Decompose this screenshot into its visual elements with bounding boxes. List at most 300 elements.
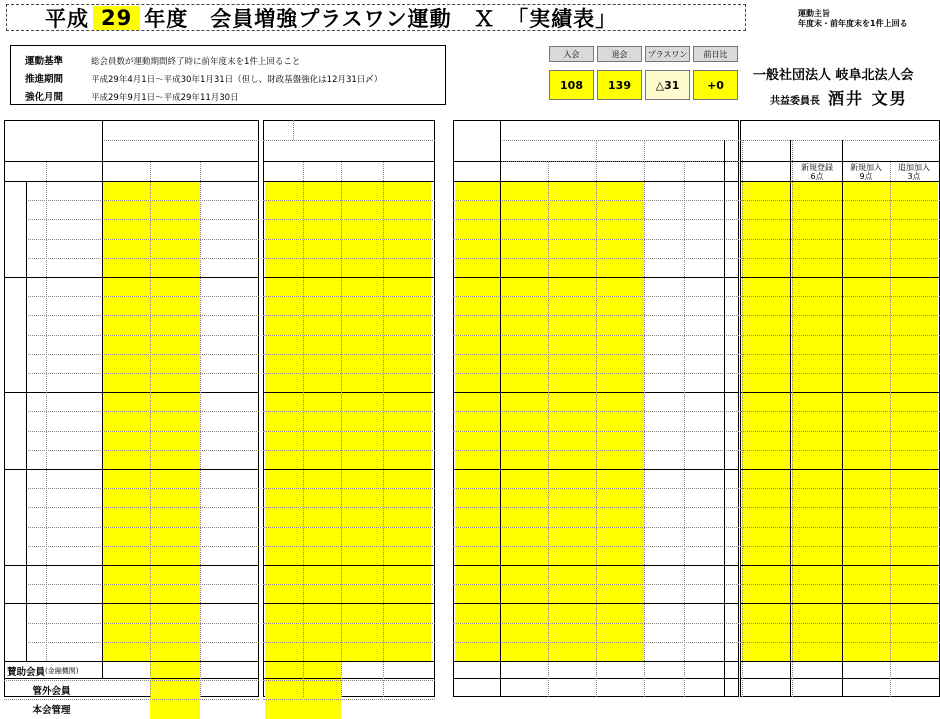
subheader-branch-name xyxy=(28,162,102,181)
row-14-corp xyxy=(102,450,150,469)
row-0-aj xyxy=(890,181,938,200)
row-8-ban xyxy=(792,335,842,354)
row-18-aj xyxy=(890,527,938,546)
row-0-leave xyxy=(303,181,341,200)
row-22-sum xyxy=(644,603,684,622)
row-6-sum xyxy=(644,296,684,315)
subheader-total xyxy=(150,162,200,181)
group-label-4 xyxy=(4,565,26,603)
row-18-supp xyxy=(596,527,644,546)
grid-line xyxy=(740,623,940,624)
row-3-ban xyxy=(792,239,842,258)
grid-line xyxy=(26,181,27,661)
row-15-ach xyxy=(684,469,724,488)
row-8-corp xyxy=(102,335,150,354)
row-5-nj xyxy=(842,277,890,296)
grid-line xyxy=(263,239,435,240)
row-5-rate xyxy=(200,277,250,296)
row-20-corp xyxy=(102,565,150,584)
row-1-rate xyxy=(200,200,250,219)
row-13-corp xyxy=(102,431,150,450)
row-15-mem xyxy=(341,469,383,488)
row-10-total xyxy=(150,373,200,392)
totals-ban xyxy=(792,678,842,697)
grid-line xyxy=(644,140,645,162)
row-24-plus xyxy=(383,642,431,661)
grid-line xyxy=(4,469,259,470)
grid-line xyxy=(740,678,940,679)
stat-plusone-value: △31 xyxy=(645,70,690,100)
row-4-rate xyxy=(200,258,250,277)
row-3-supp xyxy=(596,239,644,258)
row-10-name xyxy=(46,373,102,392)
note-line-2: 年度末・前年度末を1件上回る xyxy=(798,19,908,28)
grid-line xyxy=(740,335,940,336)
row-24-name xyxy=(46,642,102,661)
row-3-aj xyxy=(890,239,938,258)
row-23-code xyxy=(28,623,46,642)
row-5-ach xyxy=(684,277,724,296)
grid-line xyxy=(263,258,435,259)
row-18-ach xyxy=(684,527,724,546)
row-14-mem xyxy=(341,450,383,469)
row-12-nj xyxy=(842,411,890,430)
row-20-aj xyxy=(890,565,938,584)
row-16-code xyxy=(28,488,46,507)
row-11-code xyxy=(28,392,46,411)
row-17-sum xyxy=(644,507,684,526)
row-9-ban xyxy=(792,354,842,373)
row-14-sum xyxy=(644,450,684,469)
row-7-ban xyxy=(792,315,842,334)
row-3-rate xyxy=(200,239,250,258)
row-13-plus xyxy=(383,431,431,450)
row-19-sum xyxy=(644,546,684,565)
row-14-leave xyxy=(303,450,341,469)
grid-line xyxy=(263,661,435,662)
row-23-total xyxy=(150,623,200,642)
row-16-join xyxy=(265,488,303,507)
row-2-dept xyxy=(742,219,790,238)
row-3-mem xyxy=(341,239,383,258)
grid-line xyxy=(26,200,259,201)
new_join-points: 9点 xyxy=(859,171,873,181)
row-12-join xyxy=(265,411,303,430)
row-5-mem xyxy=(341,277,383,296)
row-3-code xyxy=(28,239,46,258)
row-13-ban xyxy=(792,431,842,450)
row-8-leave xyxy=(303,335,341,354)
row-7-nj xyxy=(842,315,890,334)
row-0-mem xyxy=(341,181,383,200)
row-12-code xyxy=(28,411,46,430)
row-13-code xyxy=(28,431,46,450)
extra-label: 賛助会員 xyxy=(7,666,46,678)
row-21-dept xyxy=(742,584,790,603)
grid-line xyxy=(740,258,940,259)
row-20-ban xyxy=(792,565,842,584)
extra-row-2-leave xyxy=(303,699,341,718)
header-actual-note xyxy=(293,120,433,140)
row-20-mem xyxy=(341,565,383,584)
row-21-self xyxy=(500,584,548,603)
grid-line xyxy=(890,162,891,697)
new_reg-points: 6点 xyxy=(810,171,824,181)
row-9-sum xyxy=(644,354,684,373)
grid-line xyxy=(26,296,259,297)
row-15-join xyxy=(265,469,303,488)
row-23-name xyxy=(46,623,102,642)
row-24-code xyxy=(28,642,46,661)
header-actual xyxy=(263,120,293,140)
row-15-sum xyxy=(644,469,684,488)
header-base-date xyxy=(102,140,259,161)
info-month-label: 強化月間 xyxy=(25,92,64,103)
row-24-total xyxy=(150,642,200,661)
row-23-self xyxy=(500,623,548,642)
row-22-rate xyxy=(200,603,250,622)
row-17-self xyxy=(500,507,548,526)
grid-line xyxy=(740,661,940,662)
row-21-corp xyxy=(102,584,150,603)
grid-line xyxy=(263,584,435,585)
row-23-other xyxy=(548,623,596,642)
grid-line xyxy=(740,161,940,162)
row-12-other xyxy=(548,411,596,430)
row-13-sum xyxy=(644,431,684,450)
row-16-ach xyxy=(684,488,724,507)
row-12-ban xyxy=(792,411,842,430)
row-18-dept xyxy=(742,527,790,546)
row-2-plus xyxy=(383,219,431,238)
row-8-code xyxy=(28,335,46,354)
row-22-ach xyxy=(684,603,724,622)
subheader-new_join xyxy=(842,162,890,181)
row-17-ach xyxy=(684,507,724,526)
row-11-nj xyxy=(842,392,890,411)
row-6-join xyxy=(265,296,303,315)
header-branch xyxy=(4,120,102,162)
grid-line xyxy=(26,239,259,240)
row-9-plus xyxy=(383,354,431,373)
row-14-supp xyxy=(596,450,644,469)
row-21-join xyxy=(265,584,303,603)
header-dept xyxy=(742,140,790,161)
row-14-join xyxy=(265,450,303,469)
row-18-total xyxy=(150,527,200,546)
row-19-ban xyxy=(792,546,842,565)
row-24-aj xyxy=(890,642,938,661)
row-19-rate xyxy=(200,546,250,565)
row-19-plus xyxy=(383,546,431,565)
row-11-aj xyxy=(890,392,938,411)
row-2-rate xyxy=(200,219,250,238)
grid-line xyxy=(500,161,739,162)
row-0-name xyxy=(46,181,102,200)
subheader-other xyxy=(548,162,596,181)
row-4-corp xyxy=(102,258,150,277)
grid-line xyxy=(596,162,597,697)
row-1-supp xyxy=(596,200,644,219)
row-21-sum xyxy=(644,584,684,603)
info-month-text: 平成29年9月1日～平成29年11月30日 xyxy=(91,93,239,103)
row-20-join xyxy=(265,565,303,584)
row-18-mem xyxy=(341,527,383,546)
header-banner xyxy=(792,140,842,161)
row-17-nj xyxy=(842,507,890,526)
row-15-ban xyxy=(792,469,842,488)
row-8-other xyxy=(548,335,596,354)
row-18-target xyxy=(455,527,500,546)
row-3-other xyxy=(548,239,596,258)
stat-leave-value: 139 xyxy=(597,70,642,100)
grid-line xyxy=(740,469,940,470)
row-23-join xyxy=(265,623,303,642)
row-19-dept xyxy=(742,546,790,565)
grid-line xyxy=(293,120,294,140)
row-19-join xyxy=(265,546,303,565)
grid-line xyxy=(740,392,940,393)
grid-line xyxy=(740,140,940,141)
row-3-join xyxy=(265,239,303,258)
row-0-nj xyxy=(842,181,890,200)
chair-name: 酒井 文男 xyxy=(828,89,908,108)
grid-line xyxy=(26,315,259,316)
row-2-nj xyxy=(842,219,890,238)
grid-line xyxy=(26,642,259,643)
row-15-supp xyxy=(596,469,644,488)
row-8-self xyxy=(500,335,548,354)
row-23-supp xyxy=(596,623,644,642)
row-0-supp xyxy=(596,181,644,200)
row-8-rate xyxy=(200,335,250,354)
grid-line xyxy=(26,373,259,374)
row-7-total xyxy=(150,315,200,334)
row-4-other xyxy=(548,258,596,277)
row-19-other xyxy=(548,546,596,565)
totals-dept xyxy=(742,678,790,697)
row-8-ach xyxy=(684,335,724,354)
row-21-ach xyxy=(684,584,724,603)
row-19-self xyxy=(500,546,548,565)
row-2-target xyxy=(455,219,500,238)
grid-line xyxy=(263,411,435,412)
row-15-aj xyxy=(890,469,938,488)
row-17-aj xyxy=(890,507,938,526)
row-5-ban xyxy=(792,277,842,296)
grid-line xyxy=(644,162,645,697)
row-21-target xyxy=(455,584,500,603)
row-2-ban xyxy=(792,219,842,238)
row-13-nj xyxy=(842,431,890,450)
stat-leave-label: 退会 xyxy=(597,46,642,62)
row-21-supp xyxy=(596,584,644,603)
row-12-aj xyxy=(890,411,938,430)
row-4-join xyxy=(265,258,303,277)
row-21-leave xyxy=(303,584,341,603)
row-19-ach xyxy=(684,546,724,565)
grid-line xyxy=(26,258,259,259)
row-16-ban xyxy=(792,488,842,507)
note-line-1: 運動主旨 xyxy=(798,9,830,18)
row-13-target xyxy=(455,431,500,450)
row-3-name xyxy=(46,239,102,258)
grid-line xyxy=(263,181,435,182)
row-3-target xyxy=(455,239,500,258)
row-7-other xyxy=(548,315,596,334)
subheader-self xyxy=(500,162,548,181)
row-9-target xyxy=(455,354,500,373)
row-20-dept xyxy=(742,565,790,584)
row-17-leave xyxy=(303,507,341,526)
row-6-ach xyxy=(684,296,724,315)
group-label-0 xyxy=(4,181,26,277)
row-22-dept xyxy=(742,603,790,622)
row-21-code xyxy=(28,584,46,603)
row-4-ban xyxy=(792,258,842,277)
row-8-nj xyxy=(842,335,890,354)
row-15-rate xyxy=(200,469,250,488)
row-11-self xyxy=(500,392,548,411)
grid-line xyxy=(740,200,940,201)
row-14-dept xyxy=(742,450,790,469)
row-10-dept xyxy=(742,373,790,392)
row-8-aj xyxy=(890,335,938,354)
row-7-ach xyxy=(684,315,724,334)
row-0-code xyxy=(28,181,46,200)
row-9-code xyxy=(28,354,46,373)
row-17-join xyxy=(265,507,303,526)
row-9-ach xyxy=(684,354,724,373)
row-13-supp xyxy=(596,431,644,450)
row-20-plus xyxy=(383,565,431,584)
row-11-leave xyxy=(303,392,341,411)
row-16-name xyxy=(46,488,102,507)
row-4-aj xyxy=(890,258,938,277)
grid-line xyxy=(263,373,435,374)
row-7-code xyxy=(28,315,46,334)
row-20-leave xyxy=(303,565,341,584)
row-1-total xyxy=(150,200,200,219)
row-18-name xyxy=(46,527,102,546)
group-label-2 xyxy=(4,392,26,469)
row-19-aj xyxy=(890,546,938,565)
subheader-corp xyxy=(102,162,150,181)
row-10-supp xyxy=(596,373,644,392)
subheader-mem xyxy=(341,162,383,181)
row-11-plus xyxy=(383,392,431,411)
row-3-nj xyxy=(842,239,890,258)
row-17-code xyxy=(28,507,46,526)
row-8-plus xyxy=(383,335,431,354)
grid-line xyxy=(740,354,940,355)
grid-line xyxy=(790,140,791,697)
row-23-target xyxy=(455,623,500,642)
row-4-leave xyxy=(303,258,341,277)
row-10-rate xyxy=(200,373,250,392)
grid-line xyxy=(263,277,435,278)
row-6-mem xyxy=(341,296,383,315)
row-13-aj xyxy=(890,431,938,450)
grid-line xyxy=(684,162,685,697)
grid-line xyxy=(740,603,940,604)
row-14-nj xyxy=(842,450,890,469)
row-23-nj xyxy=(842,623,890,642)
row-11-mem xyxy=(341,392,383,411)
totals-self xyxy=(500,678,548,697)
row-23-plus xyxy=(383,623,431,642)
row-13-other xyxy=(548,431,596,450)
row-2-ach xyxy=(684,219,724,238)
row-1-ban xyxy=(792,200,842,219)
row-21-other xyxy=(548,584,596,603)
stat-join-label: 入会 xyxy=(549,46,594,62)
info-standard-text: 総会員数が運動期間終了時に前年度末を1件上回ること xyxy=(91,57,301,67)
row-4-code xyxy=(28,258,46,277)
extra-row-2-total xyxy=(150,699,200,718)
row-6-total xyxy=(150,296,200,315)
row-1-target xyxy=(455,200,500,219)
grid-line xyxy=(26,219,259,220)
row-7-sum xyxy=(644,315,684,334)
grid-line xyxy=(740,584,940,585)
grid-line xyxy=(4,181,259,182)
grid-line xyxy=(500,140,739,141)
extra-sublabel: (金融機関) xyxy=(45,666,79,675)
row-24-target xyxy=(455,642,500,661)
row-16-self xyxy=(500,488,548,507)
row-0-target xyxy=(455,181,500,200)
grid-line xyxy=(102,140,259,141)
row-5-leave xyxy=(303,277,341,296)
row-4-ach xyxy=(684,258,724,277)
row-22-mem xyxy=(341,603,383,622)
grid-line xyxy=(792,140,793,697)
row-21-total xyxy=(150,584,200,603)
row-7-mem xyxy=(341,315,383,334)
grid-line xyxy=(740,239,940,240)
grid-line xyxy=(263,140,435,141)
row-0-sum xyxy=(644,181,684,200)
row-3-corp xyxy=(102,239,150,258)
row-15-self xyxy=(500,469,548,488)
row-18-corp xyxy=(102,527,150,546)
grid-line xyxy=(263,546,435,547)
grid-line xyxy=(596,140,597,162)
row-15-leave xyxy=(303,469,341,488)
extra-row-2-members xyxy=(341,699,383,718)
row-12-corp xyxy=(102,411,150,430)
row-21-plus xyxy=(383,584,431,603)
row-16-nj xyxy=(842,488,890,507)
row-6-corp xyxy=(102,296,150,315)
grid-line xyxy=(724,140,725,697)
grid-line xyxy=(263,699,435,700)
row-1-name xyxy=(46,200,102,219)
row-1-dept xyxy=(742,200,790,219)
row-1-aj xyxy=(890,200,938,219)
row-6-name xyxy=(46,296,102,315)
grid-line xyxy=(4,661,259,662)
row-6-aj xyxy=(890,296,938,315)
header-base xyxy=(102,120,259,140)
row-13-ach xyxy=(684,431,724,450)
row-19-mem xyxy=(341,546,383,565)
grid-line xyxy=(740,546,940,547)
grid-line xyxy=(263,450,435,451)
row-20-name xyxy=(46,565,102,584)
row-15-nj xyxy=(842,469,890,488)
